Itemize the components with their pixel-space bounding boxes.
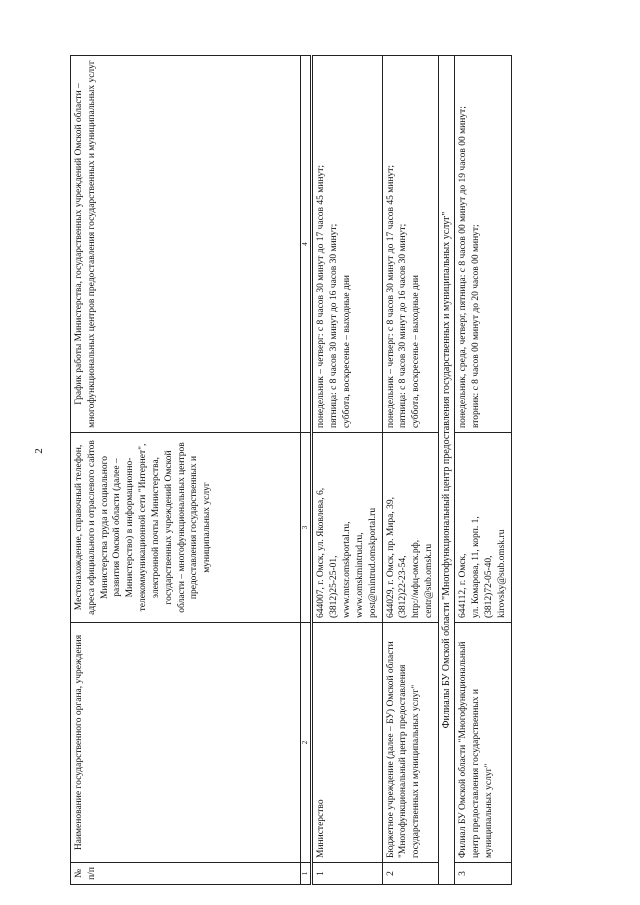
column-number: 3 <box>301 433 312 623</box>
schedule-line: суббота, воскресенье – выходные дни <box>411 275 422 428</box>
location-line: ул. Комарова, 11, корп. 1, <box>471 516 482 618</box>
schedule-line: пятница: с 8 часов 30 минут до 16 часов 30 минут; <box>398 223 409 428</box>
row-num: 3 <box>455 863 511 885</box>
row-location <box>382 433 438 623</box>
location-line: (3812)25-25-01, <box>329 555 340 618</box>
location-line: 644007, г. Омск, ул. Яковлева, 6, <box>316 487 327 618</box>
location-line: (3812)72-05-40, <box>483 555 494 618</box>
schedule-line: пятница: с 8 часов 30 минут до 16 часов 30 минут; <box>329 223 340 428</box>
row-schedule <box>455 56 511 433</box>
table-row <box>455 56 511 885</box>
header-location: Местонахождение, справочный телефон, адреса официального и отраслевого сайтов Министерства труда и социального развития Омской области (далее – Министерство) в информационно-телекоммуникационной сети "Интернет", электронной почты Министерства, государственных учреждений Омской области – многофункциональных центров предоставления государственных и муниципальных услуг <box>71 433 301 623</box>
location-line: kirovsky@sub.omsk.ru <box>496 529 507 618</box>
header-name: Наименование государственного органа, учреждения <box>71 623 301 863</box>
row-name: Филиал БУ Омской области "Многофункциональный центр предоставления государственных и муниципальных услуг" <box>455 623 511 863</box>
location-line: www.omskmintrud.ru, <box>354 532 365 618</box>
header-num: № п/п <box>71 863 301 885</box>
column-number-row <box>301 56 312 885</box>
page-number: 2 <box>32 448 45 454</box>
column-number: 2 <box>301 623 312 863</box>
header-schedule: График работы Министерства, государственных учреждений Омской области – многофункциональных центров предоставления государственных и муниципальных услуг <box>71 56 301 433</box>
location-line: centr@sub.omsk.ru <box>423 543 434 618</box>
schedule-line: понедельник, среда, четверг, пятница: с 8 часов 00 минут до 19 часов 00 минут; <box>458 106 469 428</box>
row-name: Бюджетное учреждение (далее – БУ) Омской области "Многофункциональный центр предоставления государственных и муниципальных услуг" <box>382 623 438 863</box>
table-header-row <box>71 56 301 885</box>
document-sheet <box>70 55 570 885</box>
location-line: (3812)22-23-54, <box>398 555 409 618</box>
location-line: www.mtsr.omskportal.ru, <box>342 521 353 618</box>
row-num: 2 <box>382 863 438 885</box>
offices-table <box>70 55 512 885</box>
table-row <box>312 56 382 885</box>
column-number: 1 <box>301 863 312 885</box>
table-row <box>382 56 438 885</box>
schedule-line: суббота, воскресенье – выходные дни <box>342 275 353 428</box>
column-number: 4 <box>301 56 312 433</box>
location-line: 644029, г. Омск, пр. Мира, 39, <box>385 497 396 618</box>
row-location <box>312 433 382 623</box>
location-line: http://мфц-омск.рф, <box>411 539 422 618</box>
section-row <box>438 56 455 885</box>
row-schedule <box>312 56 382 433</box>
schedule-line: понедельник – четверг: с 8 часов 30 минут до 17 часов 45 минут; <box>385 165 396 428</box>
schedule-line: понедельник – четверг: с 8 часов 30 минут до 17 часов 45 минут; <box>316 165 327 428</box>
location-line: post@mintrud.omskportal.ru <box>367 507 378 618</box>
schedule-line: вторник: с 8 часов 00 минут до 20 часов 00 минут; <box>471 224 482 428</box>
section-title: Филиалы БУ Омской области "Многофункциональный центр предоставления государственных и муниципальных услуг" <box>438 56 455 885</box>
row-num: 1 <box>312 863 382 885</box>
location-line: 644112, г. Омск, <box>458 553 469 618</box>
row-name: Министерство <box>312 623 382 863</box>
row-schedule <box>382 56 438 433</box>
row-location <box>455 433 511 623</box>
